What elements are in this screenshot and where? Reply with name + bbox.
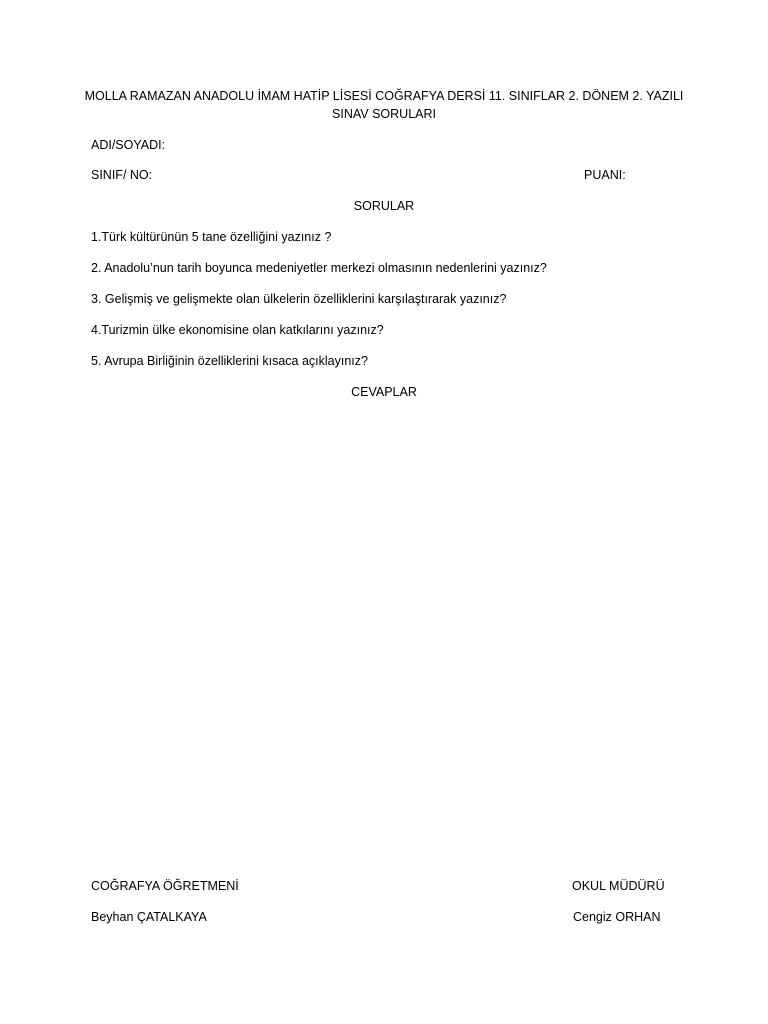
question-5: 5. Avrupa Birliğinin özelliklerini kısaca açıklayınız? xyxy=(91,354,368,368)
questions-heading: SORULAR xyxy=(353,199,415,213)
question-1: 1.Türk kültürünün 5 tane özelliğini yazınız ? xyxy=(91,230,332,244)
question-2: 2. Anadolu’nun tarih boyunca medeniyetler merkezi olmasının nedenlerini yazınız? xyxy=(91,261,547,275)
principal-name: Cengiz ORHAN xyxy=(573,910,661,924)
question-4: 4.Turizmin ülke ekonomisine olan katkılarını yazınız? xyxy=(91,323,384,337)
exam-title xyxy=(84,87,684,123)
teacher-title: COĞRAFYA ÖĞRETMENİ xyxy=(91,879,239,893)
exam-title-line2: SINAV SORULARI xyxy=(332,107,436,121)
name-label: ADI/SOYADI: xyxy=(91,138,166,152)
principal-title: OKUL MÜDÜRÜ xyxy=(572,879,665,893)
answers-heading: CEVAPLAR xyxy=(351,385,417,399)
score-label: PUANI: xyxy=(584,168,626,182)
class-number-label: SINIF/ NO: xyxy=(91,168,153,182)
question-3: 3. Gelişmiş ve gelişmekte olan ülkelerin özelliklerini karşılaştırarak yazınız? xyxy=(91,292,507,306)
teacher-name: Beyhan ÇATALKAYA xyxy=(91,910,207,924)
exam-title-line1: MOLLA RAMAZAN ANADOLU İMAM HATİP LİSESİ COĞRAFYA DERSİ 11. SINIFLAR 2. DÖNEM 2. YAZILI xyxy=(84,89,684,103)
